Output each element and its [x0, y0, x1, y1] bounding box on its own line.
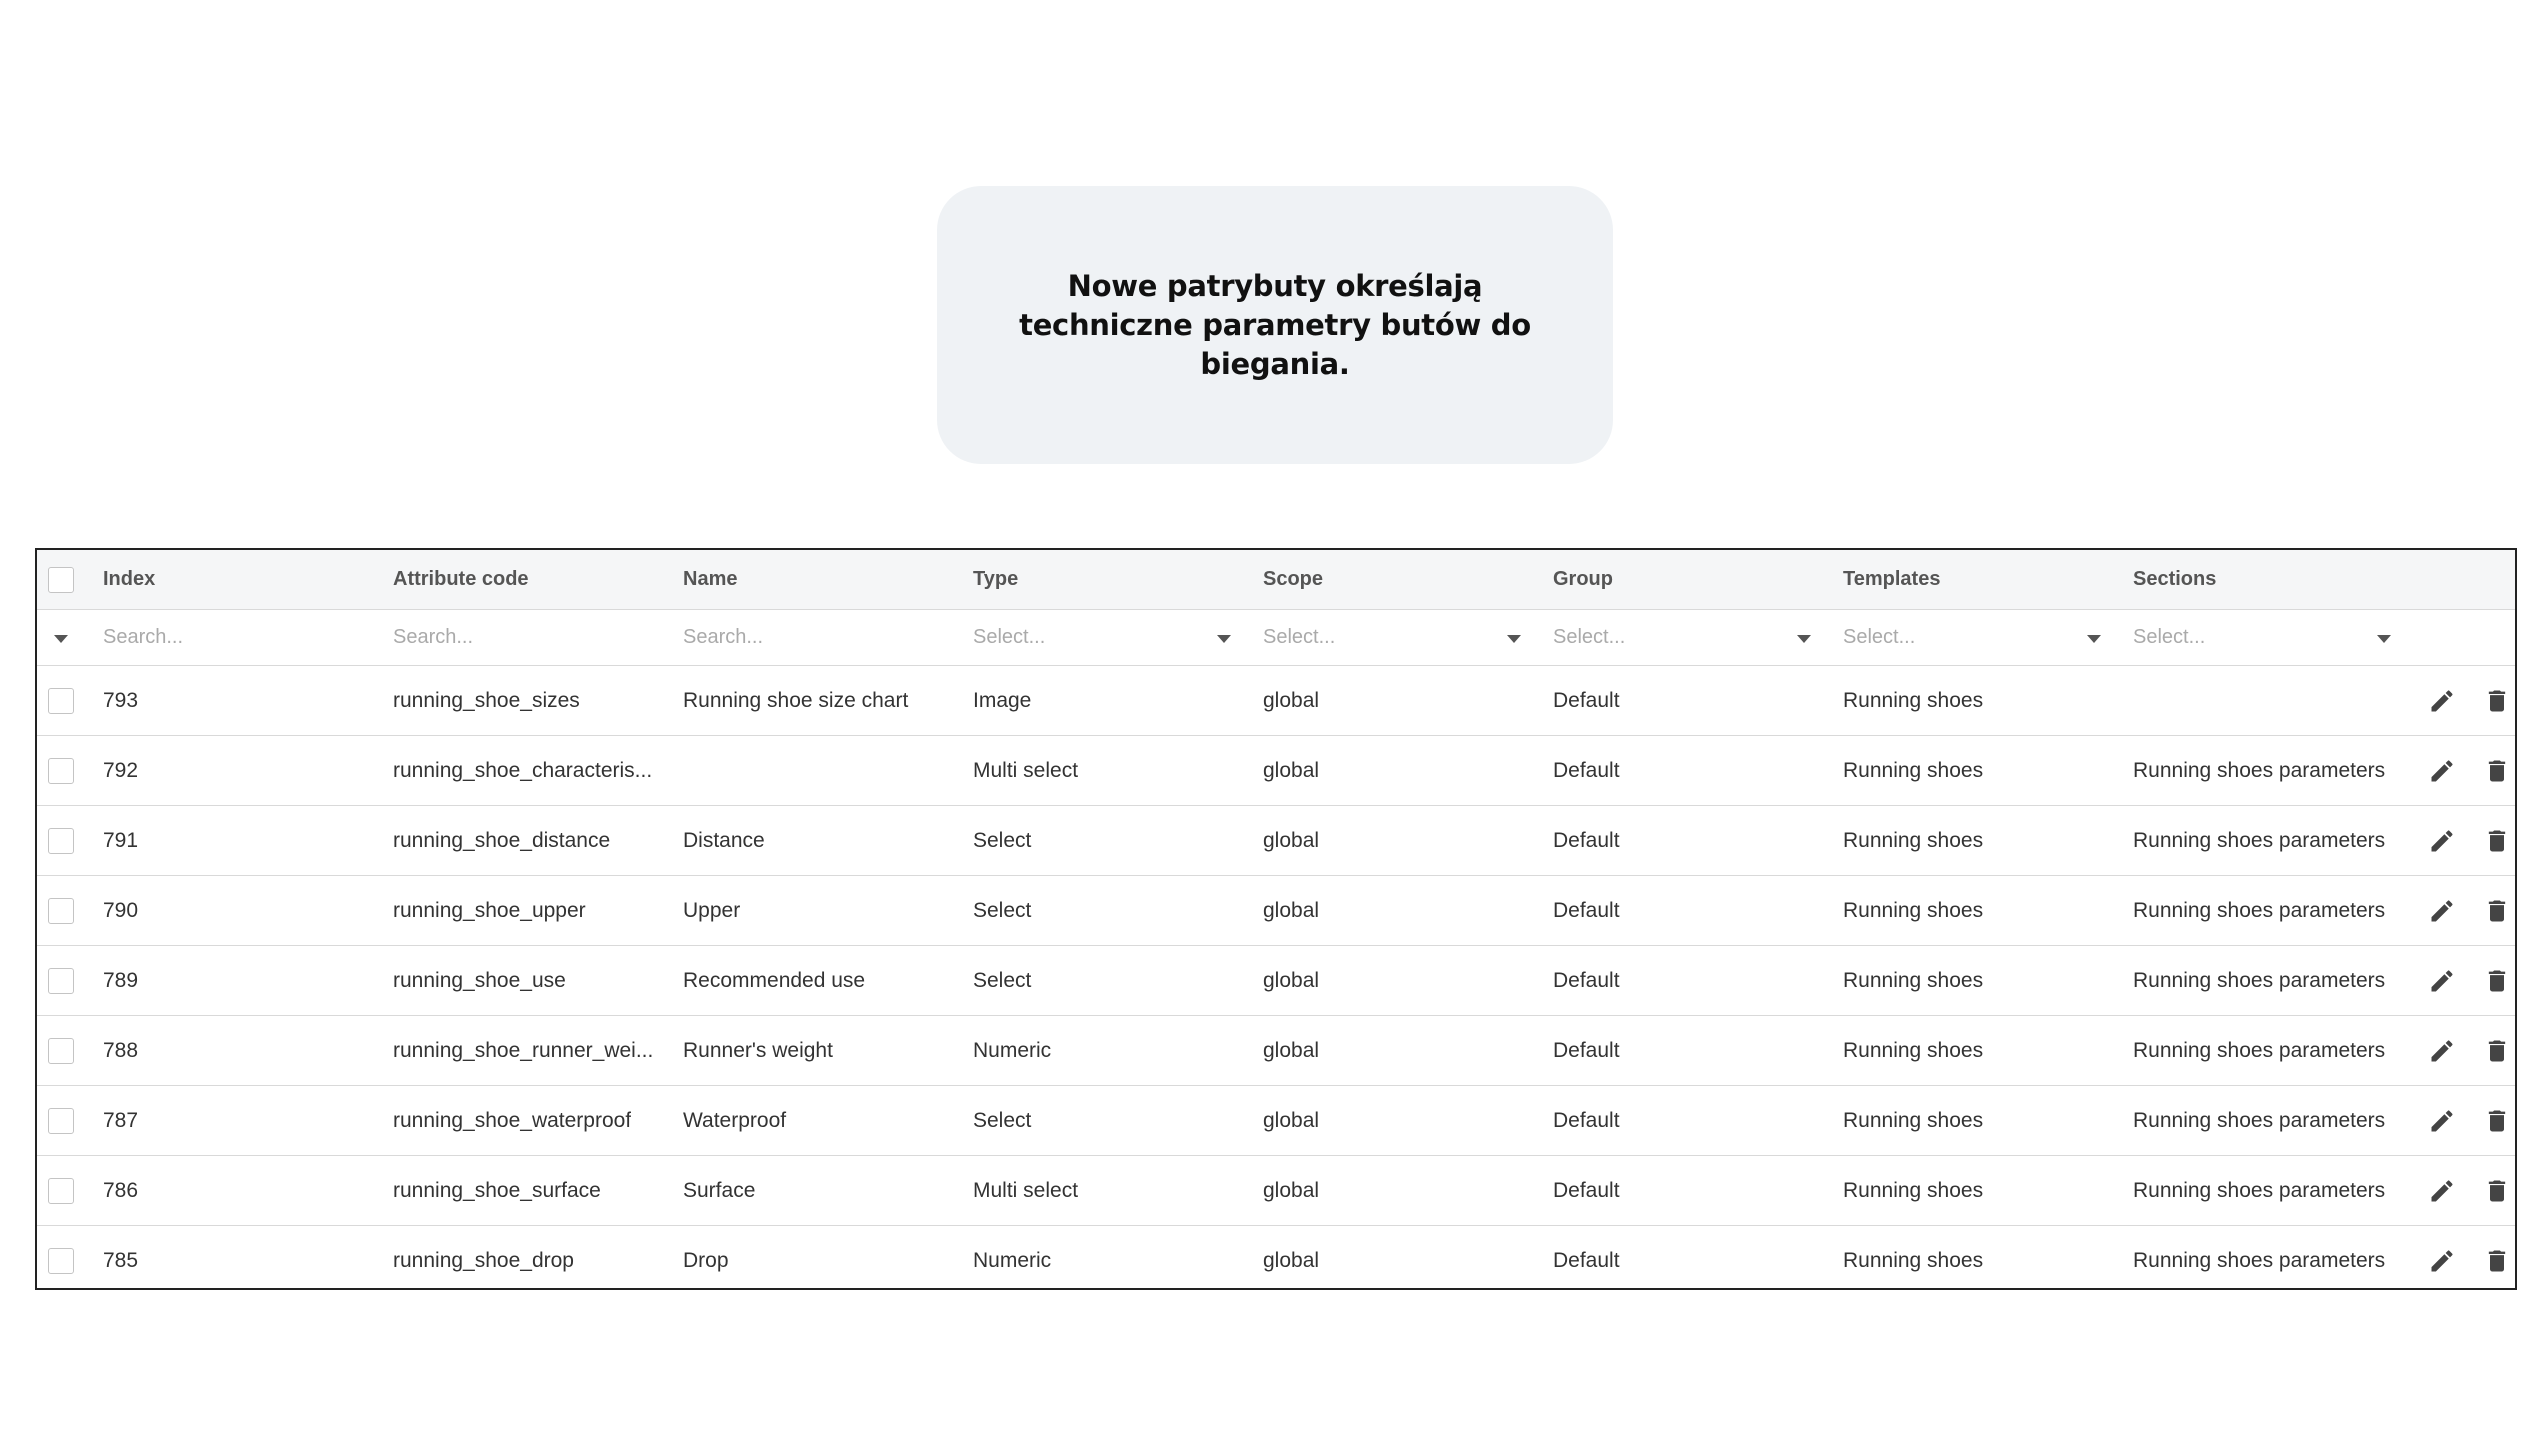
chevron-down-icon — [2087, 635, 2101, 643]
cell-sections: Running shoes parameters — [2133, 1108, 2386, 1132]
row-checkbox[interactable] — [48, 688, 74, 714]
pencil-icon[interactable] — [2427, 1036, 2457, 1066]
cell-index: 788 — [103, 1038, 139, 1062]
cell-attribute-code — [393, 1156, 663, 1225]
cell-name: Upper — [683, 898, 741, 922]
cell-index: 787 — [103, 1108, 139, 1132]
cell-type: Select — [973, 828, 1032, 852]
cell-name: Recommended use — [683, 968, 866, 992]
cell-templates: Running shoes — [1843, 758, 1984, 782]
cell-group: Default — [1553, 1178, 1620, 1202]
cell-templates: Running shoes — [1843, 968, 1984, 992]
cell-attribute-code — [393, 736, 663, 805]
cell-index: 793 — [103, 688, 139, 712]
trash-icon[interactable] — [2482, 1106, 2512, 1136]
info-callout — [937, 186, 1613, 464]
column-header-name[interactable]: Name — [683, 568, 738, 590]
row-checkbox[interactable] — [48, 968, 74, 994]
column-header-group[interactable]: Group — [1553, 568, 1613, 590]
column-header-sections[interactable]: Sections — [2133, 568, 2217, 590]
cell-sections: Running shoes parameters — [2133, 898, 2386, 922]
pencil-icon[interactable] — [2427, 1176, 2457, 1206]
type-select-placeholder: Select... — [973, 626, 1046, 648]
pencil-icon[interactable] — [2427, 756, 2457, 786]
sections-select-placeholder: Select... — [2133, 626, 2206, 648]
sections-select[interactable] — [2133, 610, 2403, 665]
cell-name: Runner's weight — [683, 1038, 833, 1062]
trash-icon[interactable] — [2482, 756, 2512, 786]
table-row[interactable] — [37, 946, 2515, 1016]
attribute-code-text: running_shoe_waterproof — [393, 1108, 632, 1132]
cell-name: Distance — [683, 828, 765, 852]
cell-name: Drop — [683, 1249, 729, 1272]
cell-sections: Running shoes parameters — [2133, 1038, 2386, 1062]
cell-attribute-code — [393, 806, 663, 875]
cell-index: 786 — [103, 1178, 139, 1202]
cell-attribute-code — [393, 1086, 663, 1155]
attributes-table — [35, 548, 2517, 1290]
pencil-icon[interactable] — [2427, 1246, 2457, 1276]
cell-templates: Running shoes — [1843, 1108, 1984, 1132]
trash-icon[interactable] — [2482, 1246, 2512, 1276]
cell-type: Numeric — [973, 1249, 1052, 1272]
chevron-down-icon — [2377, 635, 2391, 643]
name-search-input[interactable]: Search... — [683, 626, 764, 648]
attribute-code-search-input[interactable]: Search... — [393, 626, 474, 648]
cell-name: Waterproof — [683, 1108, 787, 1132]
column-header-attribute-code[interactable]: Attribute code — [393, 568, 529, 590]
trash-icon[interactable] — [2482, 1176, 2512, 1206]
cell-scope: global — [1263, 898, 1320, 922]
scope-select-placeholder: Select... — [1263, 626, 1336, 648]
cell-scope: global — [1263, 758, 1320, 782]
trash-icon[interactable] — [2482, 1036, 2512, 1066]
cell-templates: Running shoes — [1843, 1038, 1984, 1062]
row-checkbox[interactable] — [48, 828, 74, 854]
cell-group: Default — [1553, 898, 1620, 922]
row-checkbox[interactable] — [48, 758, 74, 784]
trash-icon[interactable] — [2482, 896, 2512, 926]
attribute-code-text: running_shoe_drop — [393, 1249, 574, 1272]
table-row[interactable] — [37, 1226, 2515, 1296]
cell-type: Image — [973, 688, 1032, 712]
cell-attribute-code — [393, 666, 663, 735]
row-checkbox[interactable] — [48, 1108, 74, 1134]
cell-scope: global — [1263, 1038, 1320, 1062]
table-row[interactable] — [37, 666, 2515, 736]
select-all-checkbox[interactable] — [48, 567, 74, 593]
cell-scope: global — [1263, 1249, 1320, 1272]
cell-index: 789 — [103, 968, 139, 992]
cell-group: Default — [1553, 688, 1620, 712]
cell-scope: global — [1263, 688, 1320, 712]
cell-attribute-code — [393, 876, 663, 945]
group-select-placeholder: Select... — [1553, 626, 1626, 648]
attribute-code-text: running_shoe_sizes — [393, 688, 580, 712]
cell-scope: global — [1263, 968, 1320, 992]
cell-scope: global — [1263, 1178, 1320, 1202]
cell-index: 790 — [103, 898, 139, 922]
cell-index: 792 — [103, 758, 139, 782]
cell-type: Multi select — [973, 1178, 1079, 1202]
cell-type: Multi select — [973, 758, 1079, 782]
trash-icon[interactable] — [2482, 966, 2512, 996]
pencil-icon[interactable] — [2427, 966, 2457, 996]
cell-templates: Running shoes — [1843, 1178, 1984, 1202]
cell-group: Default — [1553, 1108, 1620, 1132]
scope-select[interactable] — [1263, 610, 1533, 665]
row-checkbox[interactable] — [48, 1178, 74, 1204]
column-header-index[interactable]: Index — [103, 568, 156, 590]
cell-group: Default — [1553, 758, 1620, 782]
pencil-icon[interactable] — [2427, 686, 2457, 716]
templates-select[interactable] — [1843, 610, 2113, 665]
group-select[interactable] — [1553, 610, 1823, 665]
attribute-code-text: running_shoe_runner_wei... — [393, 1038, 654, 1062]
table-row[interactable] — [37, 736, 2515, 806]
table-filter-row — [37, 610, 2515, 666]
cell-templates: Running shoes — [1843, 828, 1984, 852]
column-header-scope[interactable]: Scope — [1263, 568, 1324, 590]
pencil-icon[interactable] — [2427, 826, 2457, 856]
cell-name — [683, 736, 953, 805]
cell-group: Default — [1553, 1038, 1620, 1062]
cell-sections: Running shoes parameters — [2133, 968, 2386, 992]
attribute-code-text: running_shoe_use — [393, 968, 566, 992]
cell-name: Running shoe size chart — [683, 688, 909, 712]
cell-sections: Running shoes parameters — [2133, 1249, 2386, 1272]
attribute-code-text: running_shoe_distance — [393, 828, 611, 852]
table-row[interactable] — [37, 876, 2515, 946]
table-row[interactable] — [37, 1016, 2515, 1086]
cell-scope: global — [1263, 1108, 1320, 1132]
cell-templates: Running shoes — [1843, 898, 1984, 922]
cell-index: 785 — [103, 1249, 139, 1272]
cell-sections: Running shoes parameters — [2133, 828, 2386, 852]
cell-templates: Running shoes — [1843, 1249, 1984, 1272]
chevron-down-icon — [1507, 635, 1521, 643]
cell-type: Select — [973, 968, 1032, 992]
cell-index: 791 — [103, 828, 139, 852]
cell-type: Select — [973, 1108, 1032, 1132]
cell-attribute-code — [393, 1016, 663, 1085]
chevron-down-icon — [1797, 635, 1811, 643]
pencil-icon[interactable] — [2427, 1106, 2457, 1136]
cell-type: Select — [973, 898, 1032, 922]
column-header-templates[interactable]: Templates — [1843, 568, 1941, 590]
cell-templates: Running shoes — [1843, 688, 1984, 712]
attribute-code-text: running_shoe_surface — [393, 1178, 601, 1202]
cell-group: Default — [1553, 1249, 1620, 1272]
index-search-input[interactable]: Search... — [103, 626, 184, 648]
cell-type: Numeric — [973, 1038, 1052, 1062]
cell-sections: Running shoes parameters — [2133, 1178, 2386, 1202]
callout-text: Nowe patrybuty określają techniczne parametry butów do biegania. — [1019, 268, 1531, 381]
row-checkbox[interactable] — [48, 898, 74, 924]
cell-attribute-code — [393, 946, 663, 1015]
cell-attribute-code — [393, 1226, 663, 1296]
type-select[interactable] — [973, 610, 1243, 665]
trash-icon[interactable] — [2482, 826, 2512, 856]
column-header-type[interactable]: Type — [973, 568, 1019, 590]
attribute-code-text: running_shoe_characteris... — [393, 758, 653, 782]
attribute-code-text: running_shoe_upper — [393, 898, 586, 922]
trash-icon[interactable] — [2482, 686, 2512, 716]
templates-select-placeholder: Select... — [1843, 626, 1916, 648]
row-checkbox[interactable] — [48, 1038, 74, 1064]
row-checkbox[interactable] — [48, 1248, 74, 1274]
cell-group: Default — [1553, 828, 1620, 852]
caret-down-icon[interactable] — [54, 635, 68, 643]
cell-name: Surface — [683, 1178, 756, 1202]
chevron-down-icon — [1217, 635, 1231, 643]
cell-sections: Running shoes parameters — [2133, 758, 2386, 782]
table-row[interactable] — [37, 806, 2515, 876]
cell-scope: global — [1263, 828, 1320, 852]
cell-sections — [2133, 666, 2433, 735]
pencil-icon[interactable] — [2427, 896, 2457, 926]
table-row[interactable] — [37, 1156, 2515, 1226]
cell-group: Default — [1553, 968, 1620, 992]
table-header-row — [37, 550, 2515, 610]
table-row[interactable] — [37, 1086, 2515, 1156]
